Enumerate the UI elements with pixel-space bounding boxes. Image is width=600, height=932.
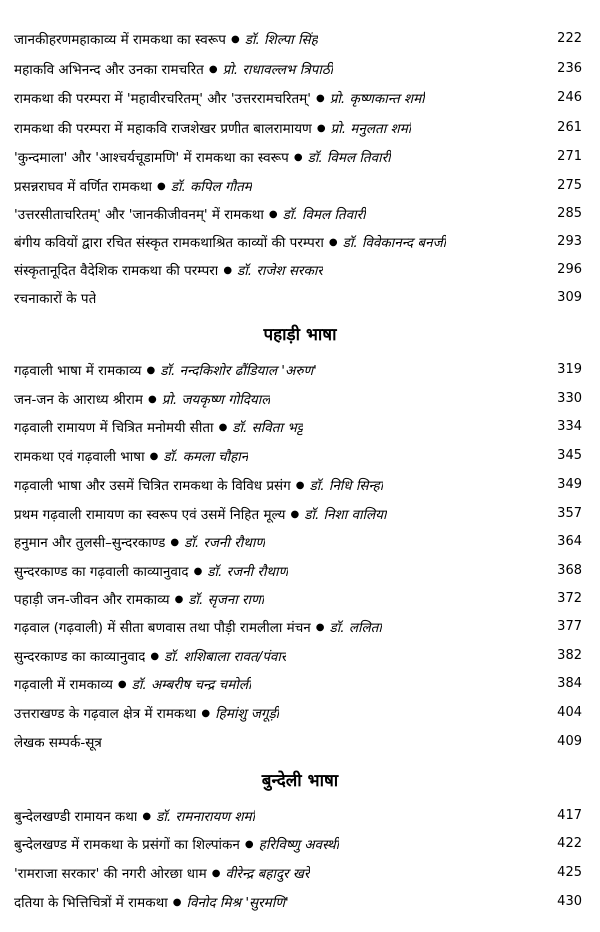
bullet-separator: ● — [223, 264, 233, 276]
entry-title: जन-जन के आराध्य श्रीराम — [14, 392, 143, 408]
toc-entry — [14, 144, 582, 170]
toc-entry — [14, 257, 582, 283]
entry-page-number: 330 — [557, 391, 582, 406]
entry-author: डॉ. रजनी रौथाण — [207, 564, 289, 580]
bullet-separator: ● — [268, 208, 278, 220]
entry-title: रामकथा एवं गढ़वाली भाषा — [14, 449, 145, 465]
entry-title: लेखक सम्पर्क-सूत्र — [14, 735, 102, 751]
entry-page-number: 417 — [557, 808, 582, 823]
toc-entry — [14, 386, 582, 412]
toc-entry — [14, 56, 582, 82]
toc-entry — [14, 115, 582, 141]
entry-title: 'रामराजा सरकार' की नगरी ओरछा धाम — [14, 866, 207, 882]
bullet-separator: ● — [316, 122, 326, 134]
bullet-separator: ● — [290, 508, 300, 520]
entry-page-number: 345 — [557, 448, 582, 463]
bullet-separator: ● — [174, 593, 184, 605]
entry-author: डॉ. नन्दकिशोर ढौंडियाल 'अरुण' — [160, 363, 317, 379]
entry-page-number: 422 — [557, 836, 582, 851]
entry-author: डॉ. विमल तिवारी — [282, 207, 366, 223]
entry-page-number: 309 — [557, 290, 582, 305]
entry-author: हरिविष्णु अवस्थी — [258, 837, 340, 853]
entry-title: प्रथम गढ़वाली रामायण का स्वरूप एवं उसमें निहित मूल्य — [14, 507, 286, 523]
entry-page-number: 425 — [557, 865, 582, 880]
entry-title: जानकीहरणमहाकाव्य में रामकथा का स्वरूप — [14, 32, 226, 48]
entry-title: बंगीय कवियों द्वारा रचित संस्कृत रामकथाश्रित काव्यों की परम्परा — [14, 235, 324, 251]
entry-page-number: 404 — [557, 705, 582, 720]
entry-title: पहाड़ी जन-जीवन और रामकाव्य — [14, 592, 170, 608]
entry-author: प्रो. कृष्णकान्त शर्मा — [329, 91, 425, 107]
bullet-separator: ● — [218, 421, 228, 433]
entry-author: डॉ. ललिता — [329, 620, 382, 636]
entry-author: वीरेन्द्र बहादुर खरे — [225, 866, 310, 882]
entry-author: प्रो. जयकृष्ण गोदियाल — [161, 392, 271, 408]
entry-title: 'कुन्दमाला' और 'आश्चर्यचूडामणि' में रामकथा का स्वरूप — [14, 150, 289, 166]
toc-entry — [14, 285, 582, 311]
toc-entry — [14, 414, 582, 440]
bullet-separator: ● — [148, 393, 157, 405]
toc-entry — [14, 614, 582, 640]
entry-author: प्रो. राधावल्लभ त्रिपाठी — [222, 62, 334, 78]
section-heading: बुन्देली भाषा — [261, 771, 339, 791]
bullet-separator: ● — [142, 810, 152, 822]
entry-page-number: 377 — [557, 619, 582, 634]
toc-entry — [14, 229, 582, 255]
entry-title: सुन्दरकाण्ड का काव्यानुवाद — [14, 649, 146, 665]
bullet-separator: ● — [146, 364, 156, 376]
entry-title: गढ़वाली भाषा में रामकाव्य — [14, 363, 142, 379]
entry-title: दतिया के भित्तिचित्रों में रामकथा — [14, 895, 168, 911]
bullet-separator: ● — [315, 621, 325, 633]
toc-entry — [14, 26, 582, 52]
entry-author: डॉ. शशिबाला रावत/पंवार — [164, 649, 287, 665]
entry-title: संस्कृतानूदित वैदेशिक रामकथा की परम्परा — [14, 263, 219, 279]
entry-author: डॉ. विवेकानन्द बनर्जी — [342, 235, 447, 251]
entry-page-number: 285 — [557, 206, 582, 221]
entry-title: उत्तराखण्ड के गढ़वाल क्षेत्र में रामकथा — [14, 706, 197, 722]
entry-page-number: 334 — [557, 419, 582, 434]
entry-title: गढ़वाली में रामकाव्य — [14, 677, 113, 693]
entry-page-number: 430 — [557, 894, 582, 909]
entry-page-number: 364 — [557, 534, 582, 549]
toc-entry — [14, 729, 582, 755]
bullet-separator: ● — [244, 838, 254, 850]
bullet-separator: ● — [150, 650, 160, 662]
entry-page-number: 271 — [557, 149, 582, 164]
entry-author: डॉ. शिल्पा सिंह — [244, 32, 318, 48]
entry-page-number: 319 — [557, 362, 582, 377]
toc-entry — [14, 558, 582, 584]
entry-author: डॉ. विमल तिवारी — [307, 150, 391, 166]
toc-entry — [14, 472, 582, 498]
entry-page-number: 275 — [557, 178, 582, 193]
entry-title: बुन्देलखण्डी रामायन कथा — [14, 809, 138, 825]
entry-author: डॉ. सविता भट्ट — [232, 420, 304, 436]
bullet-separator: ● — [208, 63, 218, 75]
entry-title: हनुमान और तुलसी–सुन्दरकाण्ड — [14, 535, 166, 551]
bullet-separator: ● — [157, 180, 166, 192]
toc-entry — [14, 831, 582, 857]
entry-page-number: 261 — [557, 120, 582, 135]
bullet-separator: ● — [170, 536, 180, 548]
entry-page-number: 222 — [557, 31, 582, 46]
toc-entry — [14, 501, 582, 527]
entry-page-number: 384 — [557, 676, 582, 691]
bullet-separator: ● — [149, 450, 159, 462]
toc-entry — [14, 357, 582, 383]
entry-page-number: 246 — [557, 90, 582, 105]
toc-entry — [14, 201, 582, 227]
toc-entry — [14, 173, 582, 199]
entry-author: डॉ. कमला चौहान — [163, 449, 249, 465]
toc-entry — [14, 643, 582, 669]
entry-author: डॉ. रामनारायण शर्मा — [156, 809, 256, 825]
entry-title: गढ़वाल (गढ़वाली) में सीता बणवास तथा पौड़ी रामलीला मंचन — [14, 620, 311, 636]
entry-page-number: 349 — [557, 477, 582, 492]
bullet-separator: ● — [193, 565, 203, 577]
toc-entry — [14, 700, 582, 726]
entry-page-number: 382 — [557, 648, 582, 663]
entry-page-number: 296 — [557, 262, 582, 277]
entry-title: बुन्देलखण्ड में रामकथा के प्रसंगों का शिल्पांकन — [14, 837, 240, 853]
entry-author: डॉ. कपिल गौतम — [170, 179, 252, 195]
entry-author: डॉ. रजनी रौथाण — [184, 535, 266, 551]
entry-author: हिमांशु जगूड़ी — [215, 706, 280, 722]
bullet-separator: ● — [295, 479, 305, 491]
entry-author: प्रो. मनुलता शर्मा — [330, 121, 412, 137]
toc-entry — [14, 803, 582, 829]
entry-author: डॉ. निशा वालिया — [304, 507, 387, 523]
entry-page-number: 372 — [557, 591, 582, 606]
toc-entry — [14, 889, 582, 915]
entry-title: प्रसन्नराघव में वर्णित रामकथा — [14, 179, 152, 195]
entry-title: सुन्दरकाण्ड का गढ़वाली काव्यानुवाद — [14, 564, 189, 580]
bullet-separator: ● — [211, 867, 221, 879]
entry-title: रचनाकारों के पते — [14, 291, 97, 307]
entry-title: रामकथा की परम्परा में महाकवि राजशेखर प्रणीत बालरामायण — [14, 121, 312, 137]
bullet-separator: ● — [172, 896, 182, 908]
toc-entry — [14, 85, 582, 111]
bullet-separator: ● — [293, 151, 303, 163]
toc-entry — [14, 529, 582, 555]
toc-entry — [14, 443, 582, 469]
bullet-separator: ● — [328, 236, 338, 248]
bullet-separator: ● — [315, 92, 325, 104]
entry-author: डॉ. सृजना राणा — [188, 592, 265, 608]
entry-page-number: 409 — [557, 734, 582, 749]
entry-page-number: 357 — [557, 506, 582, 521]
section-heading: पहाड़ी भाषा — [263, 325, 337, 345]
entry-title: रामकथा की परम्परा में 'महावीरचरितम्' और 'उत्तररामचरितम्' — [14, 91, 311, 107]
entry-title: गढ़वाली भाषा और उसमें चित्रित रामकथा के विविध प्रसंग — [14, 478, 291, 494]
entry-author: डॉ. राजेश सरकार — [237, 263, 323, 279]
toc-entry — [14, 671, 582, 697]
toc-entry — [14, 586, 582, 612]
entry-title: महाकवि अभिनन्द और उनका रामचरित — [14, 62, 204, 78]
bullet-separator: ● — [117, 678, 127, 690]
entry-page-number: 293 — [557, 234, 582, 249]
bullet-separator: ● — [230, 33, 240, 45]
entry-page-number: 236 — [557, 61, 582, 76]
toc-entry — [14, 860, 582, 886]
entry-title: गढ़वाली रामायण में चित्रित मनोमयी सीता — [14, 420, 214, 436]
entry-author: डॉ. अम्बरीष चन्द्र चमोली — [131, 677, 252, 693]
entry-author: डॉ. निधि सिन्हा — [309, 478, 384, 494]
entry-author: विनोद मिश्र 'सुरमणि' — [186, 895, 289, 911]
entry-title: 'उत्तरसीताचरितम्' और 'जानकीजीवनम्' में रामकथा — [14, 207, 264, 223]
bullet-separator: ● — [201, 707, 211, 719]
entry-page-number: 368 — [557, 563, 582, 578]
